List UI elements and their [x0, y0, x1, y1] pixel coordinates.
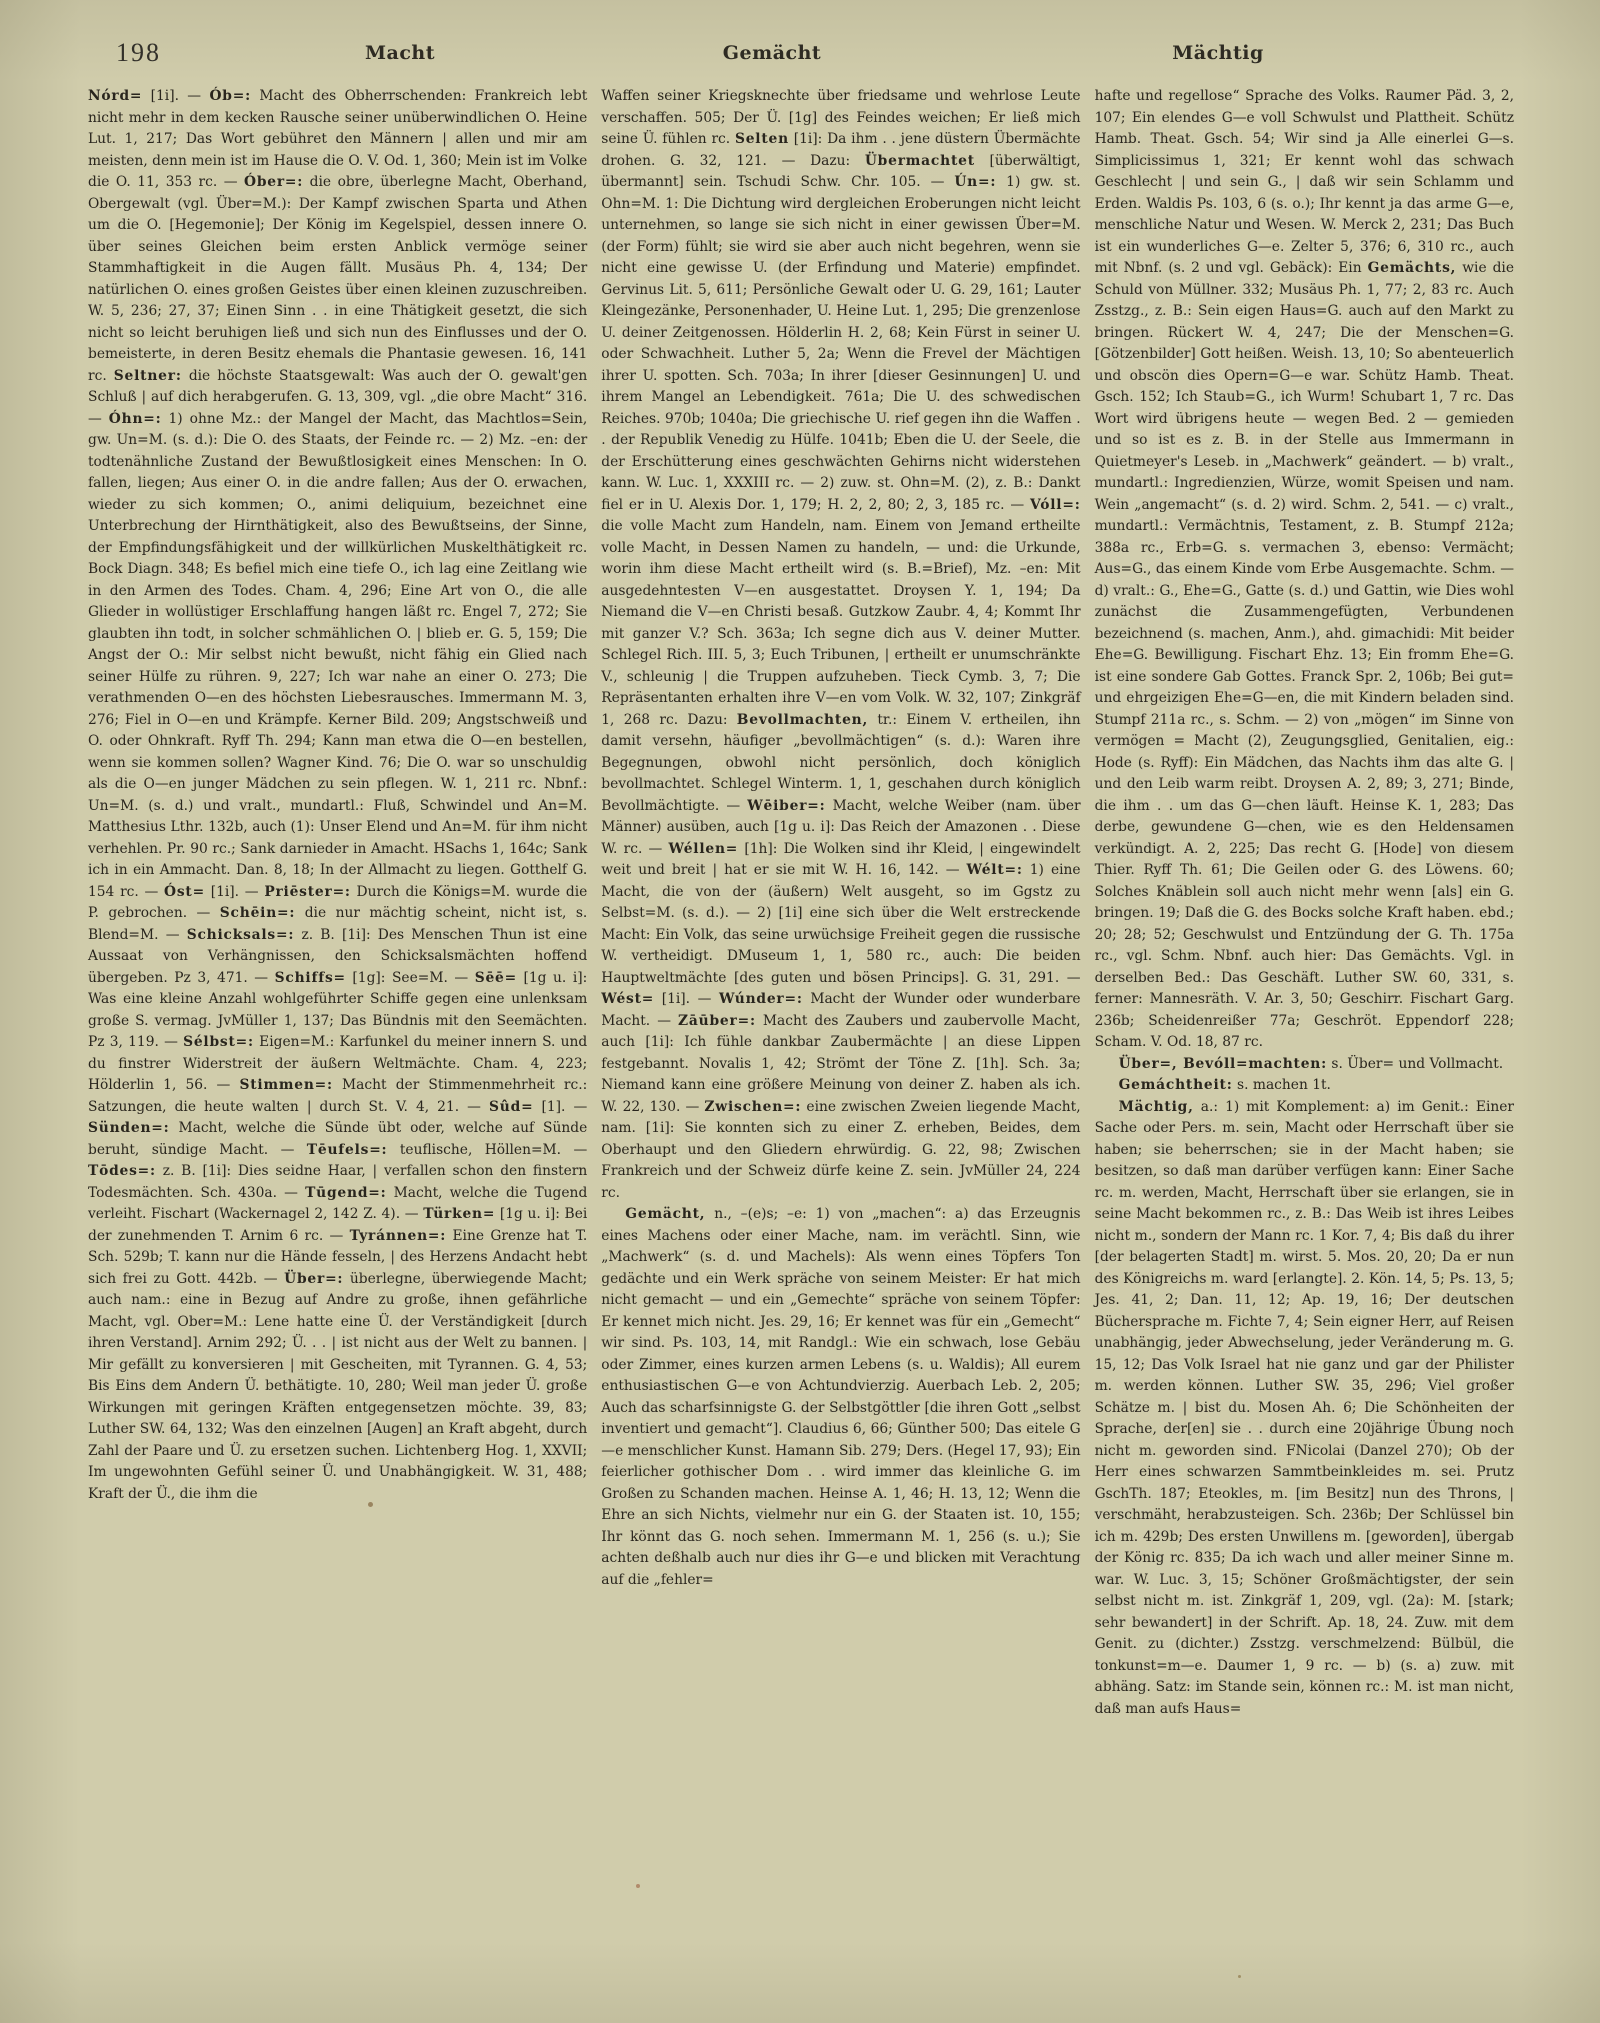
paper-speck: [636, 1884, 640, 1888]
lemma-headword: Zwischen=:: [704, 1098, 802, 1115]
lemma-headword: Stimmen=:: [239, 1077, 333, 1093]
dictionary-paragraph: Gemächt, n., –(e)s; –e: 1) von „machen“: a) das Erzeugnis eines Machens oder einer Mache, nam. im verächtl. Sinn, wie „Machwerk“ (s. d. und Machels): Als wenn eines Töpfers Ton gedächte und ein Werk spräche von seinem Meister: Er hat mich nicht gemacht — und ein „Gemechte“ spräche von seinem Töpfer: Er kennet mich nicht. Jes. 29, 16; Er kennet was für ein „Gemecht“ wir sind. Ps. 103, 14, mit Randgl.: Wie ein schwach, lose Gebäu oder Zimmer, eines kurzen armen Lebens (s. u. Waldis); All eurem enthusiastischen G—e von Achtundvierzig. Auerbach Leb. 2, 205; Auch das scharfsinnigste G. der Selbstgöttler [die ihren Gott „selbst inventiert und gemacht“]. Claudius 6, 66; Günther 500; Das eitele G—e menschlicher Kunst. Hamann Sib. 279; Ders. (Hegel 17, 93); Ein feierlicher gothischer Dom . . wird immer das kleinliche G. im Großen zu Schanden machen. Heinse A. 1, 46; H. 13, 12; Wenn die Ehre an sich Nichts, vielmehr nur ein G. der Staaten ist. 10, 155; Ihr könnt das G. noch sehen. Immermann M. 1, 256 (s. u.); Sie achten deßhalb auch nur dies ihr G—e und blicken mit Verachtung auf die „fehler=: [601, 1206, 1081, 1588]
lemma-headword: Mächtig,: [1118, 1098, 1194, 1115]
lemma-headword: Gemächt,: [625, 1206, 706, 1222]
lemma-headword: Über=, Bevóll=machten:: [1118, 1055, 1328, 1072]
lemma-headword: Wúnder=:: [719, 991, 803, 1007]
lemma-headword: Priēster=:: [264, 883, 351, 900]
lemma-headword: Über=:: [284, 1270, 344, 1287]
dictionary-paragraph: Über=, Bevóll=machten: s. Über= und Vollmacht.: [1118, 1055, 1504, 1072]
column-left: [88, 86, 587, 1720]
lemma-headword: Tūgend=:: [305, 1184, 387, 1201]
lemma-headword: Ób=:: [209, 88, 251, 104]
page-header: [0, 34, 1600, 74]
lemma-headword: Óhn=:: [108, 410, 162, 427]
running-head-left: Macht: [364, 42, 436, 64]
dictionary-paragraph: hafte und regellose“ Sprache des Volks. Raumer Päd. 3, 2, 107; Ein elendes G—e voll Schwulst und Plattheit. Schütz Hamb. Theat. Gsch. 54; Wir sind ja Alle einerlei G—s. Simplicissimus 1, 321; Er kennt wohl das schwach Geschlecht | und sein G., | daß wir sein Schlamm und Erden. Waldis Ps. 103, 6 (s. o.); Ihr kennt ja das arme G—e, menschliche Natur und Wesen. W. Merck 2, 231; Das Buch ist ein wunderliches G—e. Zelter 5, 376; 6, 310 rc., auch mit Nbnf. (s. 2 und vgl. Gebäck): Ein Gemächts, wie die Schuld von Müllner. 332; Musäus Ph. 1, 77; 2, 83 rc. Auch Zsstzg., z. B.: Sein eigen Haus=G. auch auf den Markt zu bringen. Rückert W. 4, 247; Die der Menschen=G. [Götzenbilder] Gott heißen. Weish. 13, 10; So abenteuerlich und obscön dies Opern=G—e war. Schütz Hamb. Theat. Gsch. 152; Ich Staub=G., ich Wurm! Schubart 1, 7 rc. Das Wort wird übrigens heute — wegen Bed. 2 — gemieden und so ist es z. B. in der Stelle aus Immermann in Quietmeyer's Leseb. in „Machwerk“ geändert. — b) vralt., mundartl.: Ingredienzien, Würze, womit Speisen und nam. Wein „angemacht“ (s. d. 2) wird. Schm. 2, 541. — c) vralt., mundartl.: Vermächtnis, Testament, z. B. Stumpf 212a; 388a rc., Erb=G. s. vermachen 3, ebenso: Vermächt; Aus=G., das einem Kinde vom Erbe Ausgemachte. Schm. — d) vralt.: G., Ehe=G., Gatte (s. d.) und Gattin, wie Dies wohl zunächst die Zusammengefügten, Verbundenen bezeichnend (s. machen, Anm.), ahd. gimachidi: Mit beider Ehe=G. Bewilligung. Fischart Ehz. 13; Ein fromm Ehe=G. ist eine sondere Gab Gottes. Franck Spr. 2, 106b; Bei gut= und ehrgeizigen Ehe=G—en, die mit Kindern beladen sind. Stumpf 211a rc., s. Schm. — 2) von „mögen“ im Sinne von vermögen = Macht (2), Zeugungsglied, Genitalien, eig.: Hode (s. Ryff): Ein Mädchen, das Nachts ihm das alte G. | und den Leib warm reibt. Droysen A. 2, 89; 3, 271; Binde, die ihm . . um das G—chen läuft. Heinse K. 1, 283; Das derbe, gewundene G—chen, wie es den Heldensamen verkündigt. A. 2, 225; Das recht G. [Hode] von diesem Thier. Ryff Th. 61; Die Geilen oder G. des Löwens. 60; Solches Knäblein soll auch nicht mehr wenn [als] ein G. bringen. 19; Daß die G. des Bocks solche Kraft haben. ebd.; 20; 28; 52; Geschwulst und Entzündung der G. Th. 175a rc., vgl. Schm. Nbnf. auch hier: Das Gemächts. Vgl. in derselben Bed.: Das Geschäft. Luther SW. 60, 331, s. ferner: Mannesräth. V. Ar. 3, 50; Geschirr. Fischart Garg. 236b; Scheidenreißer 77a; Geschröt. Eppendorf 228; Scham. V. Od. 18, 87 rc.: [1094, 88, 1514, 1050]
lemma-headword: Sünden=:: [88, 1120, 170, 1136]
lemma-headword: Übermachtet: [864, 152, 975, 169]
lemma-headword: Sélbst=:: [183, 1034, 254, 1050]
lemma-headword: Ún=:: [954, 174, 997, 190]
running-head-right: Mächtig: [1172, 42, 1264, 64]
lemma-headword: Sûd=: [489, 1098, 534, 1115]
lemma-headword: Schēin=:: [219, 905, 296, 921]
lemma-headword: Óber=:: [244, 174, 304, 190]
lemma-headword: Nórd=: [88, 88, 143, 104]
lemma-headword: Wéllen=: [668, 840, 739, 857]
lemma-headword: Tyránnen=:: [349, 1227, 447, 1244]
dictionary-paragraph: Mächtig, a.: 1) mit Komplement: a) im Genit.: Einer Sache oder Pers. m. sein, Macht oder Herrschaft über sie haben; sie beherrschen; sie in der Macht haben; sie besitzen, so daß man darüber verfügen kann: Einer Sache rc. m. werden, Macht, Herrschaft über sie erlangen, sie in seine Macht bekommen rc., z. B.: Das Weib ist ihres Leibes nicht m., sondern der Mann rc. 1 Kor. 7, 4; Bis daß du ihrer [der belagerten Stadt] m. wirst. 5. Mos. 20, 20; Da er nun des Königreichs m. ward [erlangte]. 2. Kön. 14, 5; Ps. 13, 5; Jes. 41, 2; Dan. 11, 12; Ap. 19, 16; Der deutschen Büchersprache m. Fichte 7, 4; Sein eigner Herr, auf Reisen unabhängig, jeder Abwechselung, jeder Veränderung m. G. 15, 12; Das Volk Israel hat nie ganz und gar der Philister m. werden können. Luther SW. 35, 296; Viel großer Schätze m. | bist du. Mosen Ah. 6; Die Schönheiten der Sprache, der[en] sie . . durch eine 20jährige Übung noch nicht m. geworden sind. FNicolai (Danzel 270); Ob der Herr eines schwarzen Sammtbeinkleides m. sei. Prutz GschTh. 187; Eteokles, m. [im Besitz] nun des Throns, | verschmäht, herabzusteigen. Sch. 236b; Der Schlüssel bin ich m. 429b; Des ersten Unwillens m. [geworden], übergab der König rc. 835; Da ich wach und aller meiner Sinne m. war. W. Luc. 3, 15; Schöner Großmächtigster, der sein selbst nicht m. ist. Zinkgräf 1, 209, vgl. (2a): M. [stark; sehr bewandert] in der Schrift. Ap. 18, 24. Zuw. mit dem Genit. zu (dichter.) Zsstzg. verschmelzend: Bülbül, die tonkunst=m—e. Daumer 1, 9 rc. — b) (s. a) zuw. mit abhäng. Satz: im Stande sein, können rc.: M. ist man nicht, daß man aufs Haus=: [1094, 1098, 1514, 1717]
lemma-headword: Sēē=: [474, 969, 517, 986]
lemma-headword: Wést=: [601, 991, 655, 1007]
lemma-headword: Schicksals=:: [186, 926, 295, 943]
paper-speck: [368, 1502, 373, 1507]
lemma-headword: Vóll=:: [1030, 496, 1081, 513]
lemma-headword: Bevollmachten,: [736, 711, 869, 728]
lemma-headword: Seltner:: [113, 367, 182, 384]
dictionary-paragraph: Gemáchtheit: s. machen 1t.: [1118, 1077, 1331, 1093]
lemma-headword: Wélt=:: [966, 862, 1023, 878]
running-head-center: Gemächt: [722, 42, 822, 64]
lemma-headword: Wēiber=:: [747, 797, 826, 814]
column-center: [601, 86, 1080, 1720]
lemma-headword: Türken=: [423, 1206, 496, 1222]
dictionary-paragraph: Nórd= [1i]. — Ób=: Macht des Obherrschenden: Frankreich lebt nicht mehr in dem kecken Rausche seiner unüberwindlichen O. Heine Lut. 1, 217; Das Wort gebühret den Männern | allen und mir am meisten, denn mein ist im Hause die O. V. Od. 1, 360; Mein ist im Volke die O. 11, 353 rc. — Óber=: die obre, überlegne Macht, Oberhand, Obergewalt (vgl. Über=M.): Der Kampf zwischen Sparta und Athen um die O. [Hegemonie]; Der König im Kegelspiel, dessen innere O. über seines Gleichen beim ersten Anblick vermöge seiner Stammhaftigkeit in die Augen fällt. Musäus Ph. 4, 134; Der natürlichen O. eines großen Geistes über einen kleinen zuzuschreiben. W. 5, 236; 27, 37; Einen Sinn . . in eine Thätigkeit gesetzt, die sich nicht so leicht beruhigen ließ und sich nun des Einflusses und der O. bemeisterte, in deren Besitz ehemals die Phantasie gewesen. 16, 141 rc. Seltner: die höchste Staatsgewalt: Was auch der O. gewalt'gen Schluß | auf dich herabgerufen. G. 13, 309, vgl. „die obre Macht“ 316. — Óhn=: 1) ohne Mz.: der Mangel der Macht, das Machtlos=Sein, gw. Un=M. (s. d.): Die O. des Staats, der Feinde rc. — 2) Mz. –en: der todtenähnliche Zustand der Bewußtlosigkeit eines Menschen: In O. fallen, liegen; Aus einer O. in die andre fallen; Aus der O. erwachen, wieder zu sich kommen; O., animi deliquium, bezeichnet eine Unterbrechung der Hirnthätigkeit, also des Bewußtseins, der Sinne, der Empfindungsfähigkeit und der willkürlichen Muskelthätigkeit rc. Bock Diagn. 348; Es befiel mich eine tiefe O., ich lag eine Zeitlang wie in den Armen des Todes. Cham. 4, 296; Eine Art von O., die alle Glieder in wollüstiger Erschlaffung hangen läßt rc. Engel 7, 272; Sie glaubten ihn todt, in solcher schmählichen O. | blieb er. G. 5, 159; Die Angst der O.: Mir selbst nicht bewußt, nicht fähig ein Glied nach seiner Hülfe zu rühren. 9, 227; Ich war nahe an einer O. 273; Die verathmenden O—en des höchsten Liebesrausches. Immermann M. 3, 276; Fiel in O—en und Krämpfe. Kerner Bild. 209; Angstschweiß und O. oder Ohnkraft. Ryff Th. 294; Kann man etwa die O—en bestellen, wenn sie kommen sollen? Wagner Kind. 76; Die O. war so unschuldig als die O—en junger Mädchen zu sein pflegen. W. 1, 211 rc. Nbnf.: Un=M. (s. d.) und vralt., mundartl.: Fluß, Schwindel und An=M. Matthesius Lthr. 132b, auch (1): Unser Elend und An=M. für ihm nicht verhehlen. Pr. 90 rc.; Sank darnieder in Amacht. HSachs 1, 164c; Sank ich in ein Ammacht. Dan. 8, 18; In der Allmacht zu liegen. Gotthelf G. 154 rc. — Óst= [1i]. — Priēster=: Durch die Königs=M. wurde die P. gebrochen. — Schēin=: die nur mächtig scheint, nicht ist, s. Blend=M. — Schicksals=: z. B. [1i]: Des Menschen Thun ist eine Aussaat von Verhängnissen, den Schicksalsmächten hoffend übergeben. Pz 3, 471. — Schiffs= [1g]: See=M. — Sēē= [1g u. i]: Was eine kleine Anzahl wohlgeführter Schiffe gegen eine unlenksam große S. vermag. JvMüller 1, 137; Das Bündnis mit den Seemächten. Pz 3, 119. — Sélbst=: Eigen=M.: Karfunkel du meiner innern S. und du finstrer Widerstreit der äußern Weltmächte. Cham. 4, 223; Hölderlin 1, 56. — Stimmen=: Macht der Stimmenmehrheit rc.: Satzungen, die heute walten | durch St. V. 4, 21. — Sûd= [1]. — Sünden=: Macht, welche die Sünde übt oder, welche auf Sünde beruht, sündige Macht. — Tēufels=: teuflische, Höllen=M. — Tōdes=: z. B. [1i]: Dies seidne Haar, | verfallen schon den finstern Todesmächten. Sch. 430a. — Tūgend=: Macht, welche die Tugend verleiht. Fischart (Wackernagel 2, 142 Z. 4). — Türken= [1g u. i]: Bei der zunehmenden T. Arnim 6 rc. — Tyránnen=: Eine Grenze hat T. Sch. 529b; T. kann nur die Hände fesseln, | des Herzens Andacht hebt sich frei zu Gott. 442b. — Über=: überlegne, überwiegende Macht; auch nam.: eine in Bezug auf Andre zu große, ihnen gefährliche Macht, vgl. Ober=M.: Lene hatte eine Ü. der Verständigkeit [durch ihren Verstand]. Arnim 292; Ü. . . | ist nicht aus der Welt zu bannen. | Mir gefällt zu konversieren | mit Gescheiten, mit Tyrannen. G. 4, 53; Bis Eins dem Andern Ü. bethätigte. 10, 280; Weil man jeder Ü. große Wirkungen mit geringen Kräften entgegensetzen möchte. 39, 83; Luther SW. 64, 132; Was den einzelnen [Augen] an Kraft abgeht, durch Zahl der Paare und Ü. zu ersetzen suchen. Lichtenberg Hog. 1, XXVII; Im ungewohnten Gefühl seiner Ü. und Unabhängigkeit. W. 31, 488; Kraft der Ü., die ihm die: [88, 88, 588, 1502]
paper-speck: [1238, 1975, 1241, 1978]
lemma-headword: Gemächts,: [1367, 260, 1457, 276]
lemma-headword: Tōdes=:: [88, 1163, 156, 1179]
text-columns: [88, 86, 1514, 1720]
page-number: 198: [116, 38, 161, 67]
lemma-headword: Schiffs=: [274, 969, 346, 986]
lemma-headword: Zāūber=:: [678, 1012, 756, 1029]
lemma-headword: Gemáchtheit:: [1118, 1077, 1233, 1093]
column-right: [1095, 86, 1514, 1720]
lemma-headword: Selten: [734, 131, 789, 147]
lemma-headword: Tēufels=:: [306, 1141, 388, 1158]
lemma-headword: Óst=: [164, 883, 205, 900]
dictionary-paragraph: Waffen seiner Kriegsknechte über friedsame und wehrlose Leute verschaffen. 505; Der Ü. [1g] des Feindes weichen; Er ließ mich seine Ü. fühlen rc. Selten [1i]: Da ihm . . jene düstern Übermächte drohen. G. 32, 121. — Dazu: Übermachtet [überwältigt, übermannt] sein. Tschudi Schw. Chr. 105. — Ún=: 1) gw. st. Ohn=M. 1: Die Dichtung wird dergleichen Eroberungen nicht leicht unternehmen, so lange sie sich nicht in einer gewissen Über=M. (der Form) fühlt; sie wird sie aber auch nicht begehren, wenn sie nicht eine gewisse U. (der Erfindung und Materie) empfindet. Gervinus Lit. 5, 611; Persönliche Gewalt oder U. G. 29, 161; Lauter Kleingezänke, Personenhader, U. Heine Lut. 1, 295; Die grenzenlose U. deiner Zeitgenossen. Hölderlin H. 2, 68; Kein Fürst in seiner U. oder Schwachheit. Luther 5, 2a; Wenn die Frevel der Mächtigen ihrer U. spotten. Sch. 703a; In ihrer [dieser Gesinnungen] U. und ihrem Mangel an Lebendigkeit. 761a; Die U. des schwedischen Reiches. 970b; 1040a; Die griechische U. rief gegen ihn die Waffen . . der Republik Venedig zu Hülfe. 1041b; Eben die U. der Seele, die der Erschütterung eines geschwächten Gehirns nicht widerstehen kann. W. Luc. 1, XXXIII rc. — 2) zuw. st. Ohn=M. (2), z. B.: Dankt fiel er in U. Alexis Dor. 1, 179; H. 2, 2, 80; 2, 3, 185 rc. — Vóll=: die volle Macht zum Handeln, nam. Einem von Jemand ertheilte volle Macht, in Dessen Namen zu handeln, — und: die Urkunde, worin ihm diese Macht ertheilt wird (s. B.=Brief), Mz. –en: Mit ausgedehntesten V—en ausgestattet. Droysen Y. 1, 194; Da Niemand die V—en Christi besaß. Gutzkow Zaubr. 4, 4; Kommt Ihr mit ganzer V.? Sch. 363a; Ich segne dich aus V. deiner Mutter. Schlegel Rich. III. 5, 3; Euch Tribunen, | ertheilt er unumschränkte V., schleunig | die Truppen aufzuheben. Tieck Cymb. 3, 7; Die Repräsentanten erhalten ihre V—en vom Volk. W. 32, 107; Zinkgräf 1, 268 rc. Dazu: Bevollmachten, tr.: Einem V. ertheilen, ihn damit versehn, häufiger „bevollmächtigen“ (s. d.): Waren ihre Begegnungen, obwohl nicht persönlich, doch königlich bevollmachtet. Schlegel Winterm. 1, 1, geschahen durch königlich Bevollmächtigte. — Wēiber=: Macht, welche Weiber (nam. über Männer) ausüben, auch [1g u. i]: Das Reich der Amazonen . . Diese W. rc. — Wéllen= [1h]: Die Wolken sind ihr Kleid, | eingewindelt weit und breit | hat er sie mit W. H. 16, 142. — Wélt=: 1) eine Macht, die von der (äußern) Welt ausgeht, so im Ggstz zu Selbst=M. (s. d.). — 2) [1i] eine sich über die Welt erstreckende Macht: Ein Volk, das seine urwüchsige Freiheit gegen die russische W. vertheidigt. DMuseum 1, 1, 580 rc., auch: Die beiden Hauptweltmächte [des guten und bösen Princips]. G. 31, 291. — Wést= [1i]. — Wúnder=: Macht der Wunder oder wunderbare Macht. — Zāūber=: Macht des Zaubers und zaubervolle Macht, auch [1i]: Ich fühle dankbar Zaubermächte | an diese Lippen festgebannt. Novalis 1, 42; Strömt der Töne Z. [1h]. Sch. 3a; Niemand kann eine größere Meinung von deiner Z. haben als ich. W. 22, 130. — Zwischen=: eine zwischen Zweien liegende Macht, nam. [1i]: Sie konnten sich zu einer Z. erheben, Beides, dem Oberhaupt und den Gliedern ehrwürdig. G. 22, 98; Zwischen Frankreich und der Schweiz dürfe keine Z. sein. JvMüller 24, 224 rc.: [601, 88, 1081, 1201]
